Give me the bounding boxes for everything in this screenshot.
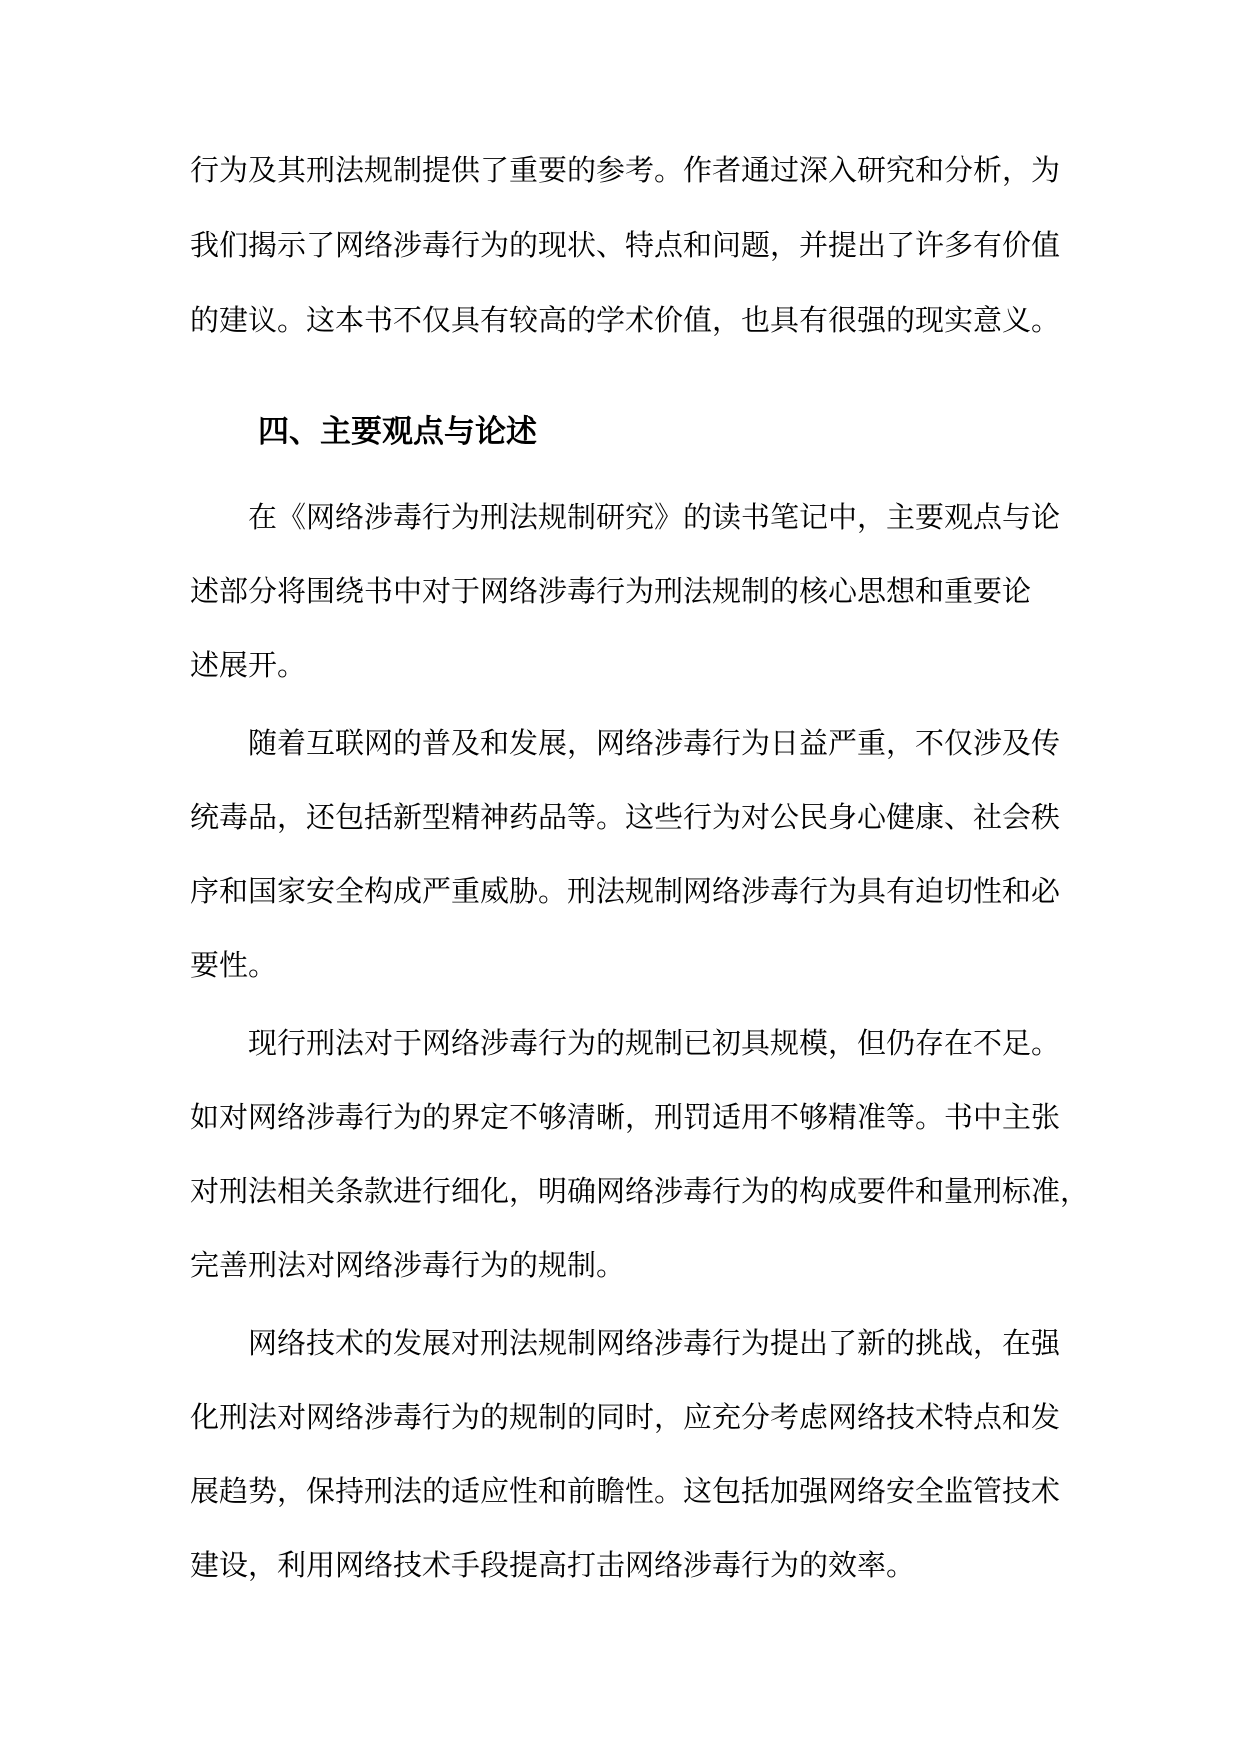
paragraph-line: 对刑法相关条款进行细化，明确网络涉毒行为的构成要件和量刑标准，	[190, 1174, 1090, 1208]
paragraph-line: 如对网络涉毒行为的界定不够清晰，刑罚适用不够精准等。书中主张	[190, 1100, 1061, 1134]
intro-line: 我们揭示了网络涉毒行为的现状、特点和问题，并提出了许多有价值	[190, 228, 1061, 262]
intro-line: 的建议。这本书不仅具有较高的学术价值，也具有很强的现实意义。	[190, 303, 1061, 337]
paragraph-line: 述展开。	[190, 648, 307, 682]
section-heading: 四、主要观点与论述	[258, 414, 537, 450]
paragraph-line: 统毒品，还包括新型精神药品等。这些行为对公民身心健康、社会秩	[190, 800, 1061, 834]
paragraph-line: 网络技术的发展对刑法规制网络涉毒行为提出了新的挑战，在强	[248, 1326, 1061, 1360]
paragraph-line: 随着互联网的普及和发展，网络涉毒行为日益严重，不仅涉及传	[248, 726, 1061, 760]
intro-line: 行为及其刑法规制提供了重要的参考。作者通过深入研究和分析，为	[190, 153, 1061, 187]
paragraph-line: 述部分将围绕书中对于网络涉毒行为刑法规制的核心思想和重要论	[190, 574, 1032, 608]
paragraph-line: 序和国家安全构成严重威胁。刑法规制网络涉毒行为具有迫切性和必	[190, 874, 1061, 908]
paragraph-line: 完善刑法对网络涉毒行为的规制。	[190, 1248, 626, 1282]
paragraph-line: 现行刑法对于网络涉毒行为的规制已初具规模，但仍存在不足。	[248, 1026, 1061, 1060]
paragraph-line: 建设，利用网络技术手段提高打击网络涉毒行为的效率。	[190, 1548, 916, 1582]
paragraph-line: 化刑法对网络涉毒行为的规制的同时，应充分考虑网络技术特点和发	[190, 1400, 1061, 1434]
paragraph-line: 在《网络涉毒行为刑法规制研究》的读书笔记中，主要观点与论	[248, 500, 1061, 534]
paragraph-line: 要性。	[190, 948, 278, 982]
paragraph-line: 展趋势，保持刑法的适应性和前瞻性。这包括加强网络安全监管技术	[190, 1474, 1061, 1508]
